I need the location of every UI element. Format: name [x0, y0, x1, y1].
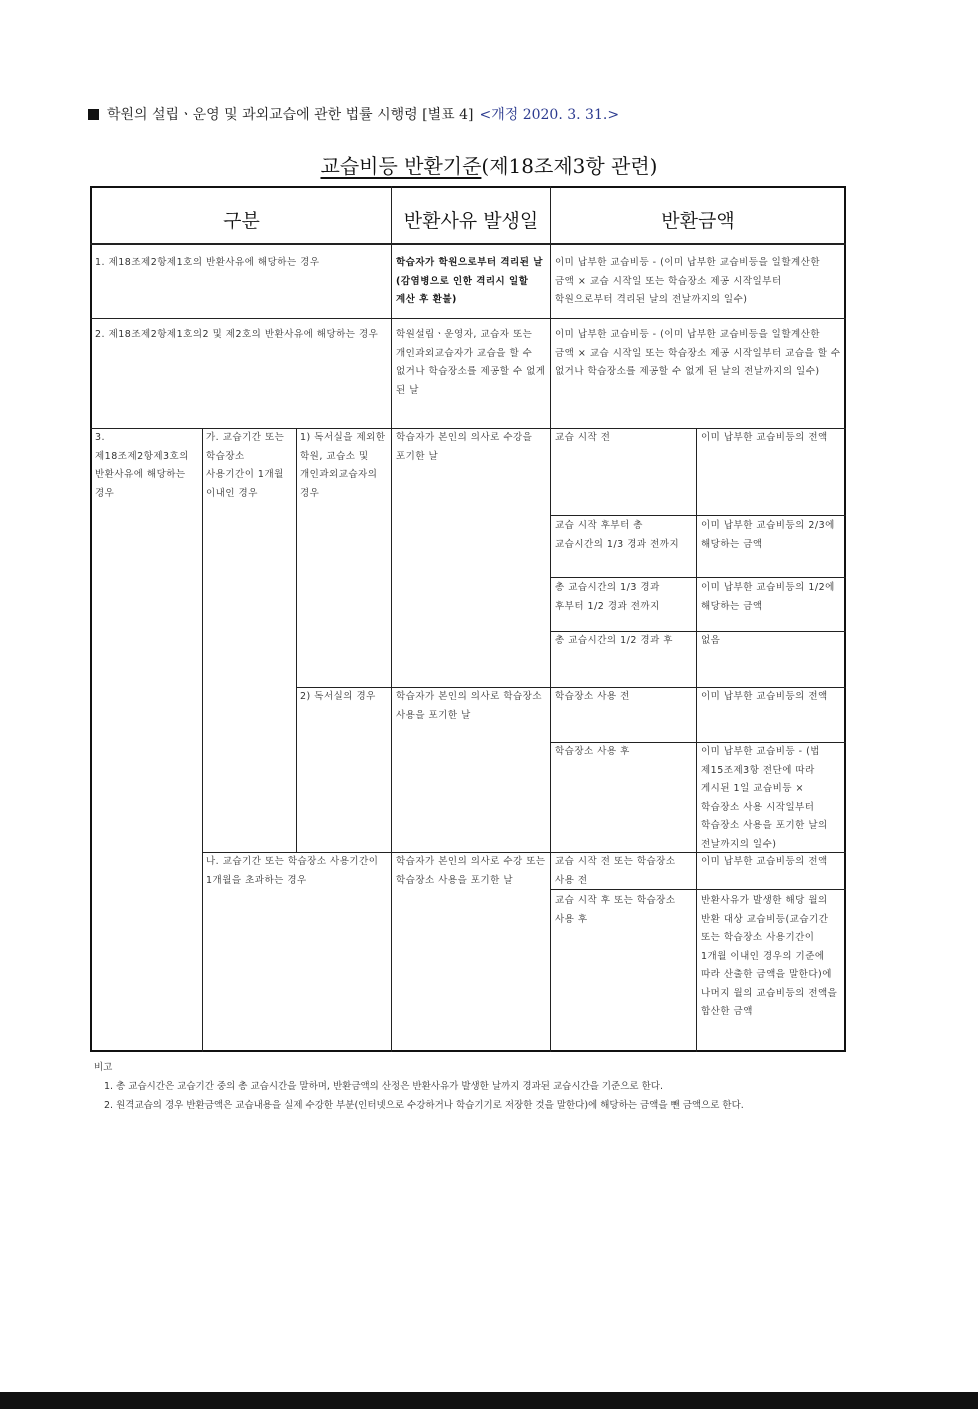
header-category: 구분: [223, 210, 260, 232]
sub1-when-3: 총 교습시간의 1/3 경과 후부터 1/2 경과 전까지: [555, 582, 660, 612]
revision-date: <개정 2020. 3. 31.>: [479, 107, 620, 123]
sub1-when-2: 교습 시작 후부터 총 교습시간의 1/3 경과 전까지: [555, 520, 680, 550]
na-amount-1: 이미 납부한 교습비등의 전액: [701, 856, 828, 867]
row3-ga-sub2-date: 학습자가 본인의 의사로 학습장소 사용을 포기한 날: [396, 691, 543, 721]
header-amount: 반환금액: [661, 210, 735, 232]
na-when-2: 교습 시작 후 또는 학습장소 사용 후: [555, 895, 676, 925]
row2-date: 학원설립ㆍ운영자, 교습자 또는 개인과외교습자가 교습을 할 수 없거나 학습장소를 제공할 수 없게 된 날: [396, 329, 546, 396]
row2-amount: 이미 납부한 교습비등 - (이미 납부한 교습비등을 일할계산한 금액 × 교습 시작일 또는 학습장소 제공 시작일부터 교습을 할 수 없거나 학습장소를 제공할 수 없게 된 날의 전날까지의 일수): [555, 329, 841, 377]
row3-ga-sub2-label: 2) 독서실의 경우: [300, 691, 376, 702]
sub2-amount-1: 이미 납부한 교습비등의 전액: [701, 691, 828, 702]
row3-na-label: 나. 교습기간 또는 학습장소 사용기간이 1개월을 초과하는 경우: [206, 856, 379, 886]
sub2-when-1: 학습장소 사용 전: [555, 691, 630, 702]
document-header: [88, 104, 619, 124]
divider: [391, 186, 392, 1052]
na-when-1: 교습 시작 전 또는 학습장소 사용 전: [555, 856, 676, 886]
divider: [90, 243, 846, 245]
na-amount-2: 반환사유가 발생한 해당 월의 반환 대상 교습비등(교습기간 또는 학습장소 사용기간이 1개월 이내인 경우의 기준에 따라 산출한 금액을 말한다)에 나머지 월의 교습비등의 전액을 합산한 금액: [701, 895, 838, 1017]
row2-category: 2. 제18조제2항제1호의2 및 제2호의 반환사유에 해당하는 경우: [95, 329, 379, 340]
divider: [696, 428, 697, 1052]
row3-category: 3. 제18조제2항제3호의 반환사유에 해당하는 경우: [95, 432, 189, 499]
row3-na-date: 학습자가 본인의 의사로 수강 또는 학습장소 사용을 포기한 날: [396, 856, 546, 886]
sub1-amount-4: 없음: [701, 635, 721, 646]
divider: [90, 318, 846, 319]
notes-title: 비고: [94, 1062, 113, 1073]
title-main: 교습비등 반환기준: [320, 154, 482, 178]
header-reason-date: 반환사유 발생일: [403, 210, 539, 232]
sub1-when-4: 총 교습시간의 1/2 경과 후: [555, 635, 673, 646]
sub1-amount-2: 이미 납부한 교습비등의 2/3에 해당하는 금액: [701, 520, 835, 550]
sub2-amount-2: 이미 납부한 교습비등 - (법 제15조제3항 전단에 따라 게시된 1일 교습비등 × 학습장소 사용 시작일부터 학습장소 사용을 포기한 날의 전날까지의 일수): [701, 746, 828, 850]
row3-ga-label: 가. 교습기간 또는 학습장소 사용기간이 1개월 이내인 경우: [206, 432, 285, 499]
note-item: 2. 원격교습의 경우 반환금액은 교습내용을 실제 수강한 부분(인터넷으로 수강하거나 학습기기로 저장한 것을 말한다)에 해당하는 금액을 뺀 금액으로 한다.: [104, 1100, 744, 1111]
divider: [550, 577, 846, 578]
row3-ga-sub1-date: 학습자가 본인의 의사로 수강을 포기한 날: [396, 432, 533, 462]
row1-amount: 이미 납부한 교습비등 - (이미 납부한 교습비등을 일할계산한 금액 × 교습 시작일 또는 학습장소 제공 시작일부터 학원으로부터 격리된 날의 전날까지의 일수): [555, 257, 821, 305]
sub2-when-2: 학습장소 사용 후: [555, 746, 630, 757]
sub1-amount-3: 이미 납부한 교습비등의 1/2에 해당하는 금액: [701, 582, 835, 612]
bottom-bar: [0, 1392, 978, 1409]
page-title: [0, 150, 978, 179]
row1-date: 학습자가 학원으로부터 격리된 날(감염병으로 인한 격리시 일할 계산 후 환불): [396, 257, 543, 305]
header-text: 학원의 설립ㆍ운영 및 과외교습에 관한 법률 시행령 [별표 4]: [107, 107, 474, 123]
divider: [550, 515, 846, 516]
row3-ga-sub1-label: 1) 독서실을 제외한 학원, 교습소 및 개인과외교습자의 경우: [300, 432, 386, 499]
divider: [550, 186, 551, 1052]
divider: [202, 428, 203, 1052]
title-sub: (제18조제3항 관련): [481, 154, 658, 178]
sub1-when-1: 교습 시작 전: [555, 432, 611, 443]
divider: [296, 428, 297, 852]
sub1-amount-1: 이미 납부한 교습비등의 전액: [701, 432, 828, 443]
square-bullet-icon: [88, 109, 99, 120]
note-item: 1. 총 교습시간은 교습기간 중의 총 교습시간을 말하며, 반환금액의 산정은 반환사유가 발생한 날까지 경과된 교습시간을 기준으로 한다.: [104, 1081, 663, 1092]
row1-category: 1. 제18조제2항제1호의 반환사유에 해당하는 경우: [95, 257, 320, 268]
notes-section: [94, 1058, 744, 1115]
